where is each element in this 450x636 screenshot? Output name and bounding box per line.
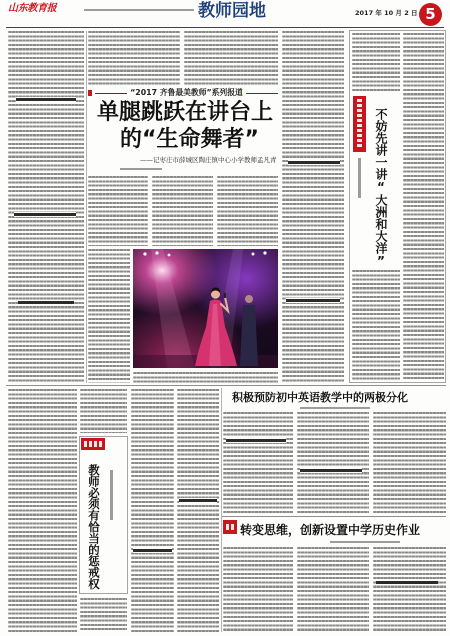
opinion-headline: 教师必须有恰当的惩戒权 bbox=[87, 464, 101, 590]
left-column-article-text bbox=[8, 31, 84, 383]
essay-text bbox=[352, 33, 400, 93]
left-column-subhead bbox=[18, 300, 74, 305]
bottom-middle-subhead bbox=[133, 548, 172, 553]
opinion-text bbox=[80, 598, 127, 632]
feature-headline-line2: 的“生命舞者” bbox=[120, 127, 259, 152]
column-divider bbox=[221, 388, 222, 632]
feature-subhead bbox=[288, 160, 340, 165]
history-article-text bbox=[223, 547, 293, 632]
masthead-rule bbox=[6, 27, 444, 28]
feature-subhead bbox=[286, 298, 340, 303]
section-title: 教师园地 bbox=[198, 1, 266, 21]
history-column-label bbox=[223, 520, 237, 534]
history-article-subhead bbox=[376, 580, 438, 585]
feature-body-text bbox=[152, 176, 213, 246]
series-label-text: “2017 齐鲁最美教师”系列报道 bbox=[130, 88, 243, 97]
feature-top-text bbox=[184, 31, 278, 85]
history-article-headline: 转变思维，创新设置中学历史作业 bbox=[240, 523, 421, 537]
english-article-subhead bbox=[226, 438, 286, 443]
essay-text bbox=[403, 33, 444, 381]
series-rule-right bbox=[246, 93, 278, 94]
essay-column-label bbox=[353, 96, 366, 152]
feature-right-column-text bbox=[282, 31, 344, 383]
section-divider bbox=[6, 385, 446, 386]
english-article-headline: 积极预防初中英语教学中的两极分化 bbox=[232, 391, 408, 404]
opinion-column-label bbox=[81, 438, 105, 450]
history-article-text bbox=[297, 547, 369, 632]
bottom-left-article-text bbox=[8, 389, 77, 632]
feature-headline-line1: 单腿跳跃在讲台上 bbox=[97, 100, 274, 125]
feature-byline bbox=[120, 168, 162, 170]
opinion-text bbox=[80, 389, 127, 433]
essay-text bbox=[352, 270, 400, 381]
opinion-author-line bbox=[110, 470, 113, 520]
english-article-text bbox=[297, 412, 369, 513]
issue-date: 2017 年 10 月 2 日 bbox=[355, 9, 418, 17]
series-label bbox=[88, 88, 278, 98]
left-column-subhead bbox=[14, 212, 76, 217]
history-article-byline bbox=[330, 541, 400, 543]
bottom-middle-text bbox=[177, 389, 219, 632]
english-article-text bbox=[223, 412, 293, 513]
page-number-badge: 5 bbox=[419, 3, 442, 26]
feature-top-text bbox=[88, 31, 180, 85]
stage-performance-photo bbox=[133, 249, 278, 368]
bottom-middle-text bbox=[131, 389, 174, 632]
feature-subtitle: ——记枣庄市薛城区陶庄镇中心小学教师孟凡青 bbox=[140, 156, 277, 164]
editor-info-line bbox=[84, 9, 194, 11]
feature-body-text bbox=[88, 249, 130, 383]
essay-headline: 不妨先讲一讲“大洲和大洋” bbox=[374, 108, 388, 268]
article-divider bbox=[222, 516, 446, 517]
english-article-text bbox=[373, 412, 446, 513]
microphone bbox=[224, 293, 226, 298]
english-article-subhead bbox=[300, 468, 362, 473]
series-rule-left bbox=[95, 93, 127, 94]
essay-author-line bbox=[358, 158, 361, 198]
bottom-middle-subhead bbox=[179, 498, 217, 503]
photo-caption-text bbox=[133, 372, 278, 383]
series-marker bbox=[88, 90, 92, 96]
left-column-subhead bbox=[16, 97, 76, 102]
english-article-byline bbox=[300, 407, 370, 409]
newspaper-logo: 山东教育报 bbox=[8, 3, 57, 14]
history-article-text bbox=[373, 547, 446, 632]
column-divider bbox=[86, 31, 87, 383]
feature-body-text bbox=[217, 176, 278, 246]
feature-body-text bbox=[88, 176, 148, 246]
